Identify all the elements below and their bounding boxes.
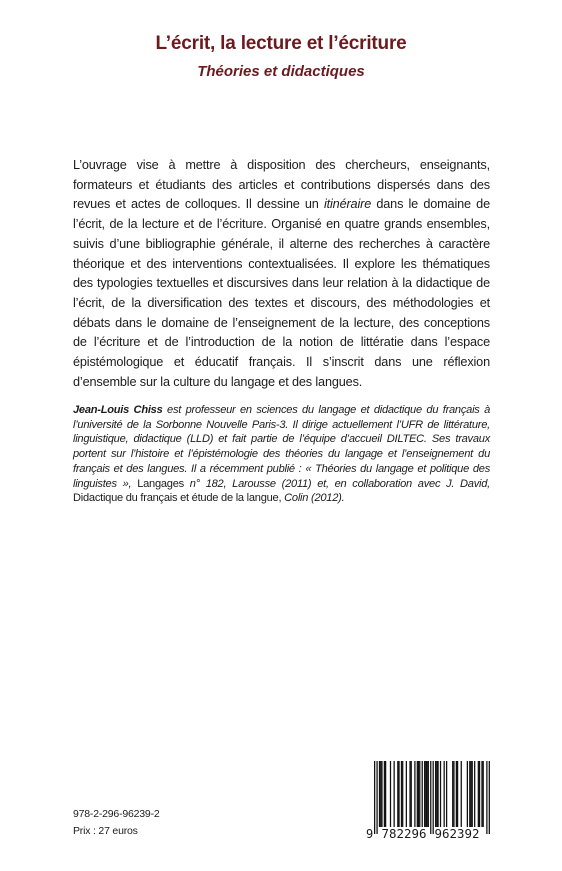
barcode-bar	[479, 761, 480, 827]
barcode-bar	[469, 761, 470, 827]
barcode-bar	[489, 761, 490, 834]
barcode-bar	[440, 761, 441, 827]
barcode-bar	[478, 761, 479, 827]
barcode-bar	[461, 761, 462, 827]
bio-text-1: est professeur en sciences du langage et didactique du français à l’université de la Sorbonne Nouvelle Paris-3. Il dirige actuellement l’UFR de littérature, linguistique, didactique (LLD) et fait partie de l’équipe d’accueil DILTEC. Ses travaux portent sur l’histoire et l’épistémologie des théories du langage et l’enseignement du français et des langues. Il a récemment publié : « Théories du langage et politique des linguistes »,	[73, 404, 491, 490]
barcode-graphic	[364, 759, 492, 841]
isbn-number: 978-2-296-96239-2	[73, 808, 160, 820]
price-label: Prix : 27 euros	[73, 825, 138, 837]
barcode-bar	[457, 761, 458, 827]
bio-text-3: Colin (2012).	[281, 492, 345, 505]
barcode-bar	[385, 761, 386, 827]
barcode-bar	[474, 761, 475, 827]
bio-reference-1: Langages	[137, 477, 184, 490]
barcode-bar	[381, 761, 382, 827]
barcode-bar	[470, 761, 471, 827]
book-subtitle: Théories et didactiques	[197, 63, 365, 80]
barcode-bar	[486, 761, 487, 834]
barcode-bar	[422, 761, 423, 827]
barcode-bar	[428, 761, 429, 827]
barcode-bar	[444, 761, 445, 827]
barcode-bar	[411, 761, 412, 827]
summary-text-2: dans le domaine de l’écrit, de la lecture et de l’écriture. Organisé en quatre grands ensembles, suivis d’une bibliographie générale, il alterne des recherches à caractère théorique et des interventions contextualisées. Il explore les thématiques des typologies textuelles et discursives dans leur relation à la didactique de l’écrit, de la diversification des textes et discours, des méthodologies et débats dans le domaine de l’enseignement de la lecture, des conceptions de l’écriture et de l’introduction de la notion de littératie dans l’espace épistémologique et éducatif français. Il s’inscrit dans une réflexion d’ensemble sur la culture du langage et des langues.	[73, 197, 490, 389]
barcode-bar	[446, 761, 447, 827]
barcode-bar	[472, 761, 473, 827]
barcode-bar	[419, 761, 420, 827]
barcode-bar	[398, 761, 399, 827]
summary-emphasis: itinéraire	[323, 197, 372, 212]
barcode-bar	[390, 761, 391, 827]
summary-paragraph	[73, 156, 490, 392]
barcode-bar	[483, 761, 484, 827]
barcode-bar	[424, 761, 425, 827]
barcode-bar	[401, 761, 402, 827]
barcode-bar	[417, 761, 418, 827]
barcode-bar	[397, 761, 398, 827]
barcode-bar	[374, 761, 375, 834]
barcode-bar	[435, 761, 436, 827]
author-bio	[73, 403, 490, 506]
barcode-bar	[481, 761, 482, 827]
summary-text-1: L’ouvrage vise à mettre à disposition des chercheurs, enseignants, formateurs et étudiants des articles et contributions dispersés dans des revues et actes de colloques. Il dessine un	[73, 158, 490, 212]
barcode-bar	[409, 761, 410, 827]
bio-text-2: n° 182, Larousse (2011) et, en collaboration avec J. David,	[183, 477, 490, 490]
barcode-right-digits: 962392	[434, 827, 480, 841]
barcode-bar	[394, 761, 395, 827]
barcode-bar	[402, 761, 403, 827]
barcode-bar	[426, 761, 427, 827]
barcode-bar	[414, 761, 415, 827]
barcode-bar	[380, 761, 381, 827]
barcode-bar	[437, 761, 438, 827]
bio-reference-2: Didactique du français et étude de la langue,	[73, 492, 282, 505]
barcode-bar	[418, 761, 419, 827]
barcode-bar	[384, 761, 385, 827]
barcode-bar	[452, 761, 453, 827]
barcode-left-digits: 782296	[381, 827, 427, 841]
barcode-bar	[406, 761, 407, 827]
book-title: L’écrit, la lecture et l’écriture	[155, 33, 407, 54]
barcode-bar	[425, 761, 426, 827]
barcode-bar	[453, 761, 454, 827]
barcode-bar	[379, 761, 380, 827]
barcode-bar	[456, 761, 457, 827]
barcode-prefix-digit: 9	[366, 827, 374, 841]
barcode-bar	[467, 761, 468, 827]
barcode-bar	[433, 761, 434, 834]
barcode-bar	[430, 761, 431, 834]
author-name: Jean-Louis Chiss	[73, 404, 163, 416]
barcode-bar	[436, 761, 437, 827]
barcode-bar	[376, 761, 377, 834]
